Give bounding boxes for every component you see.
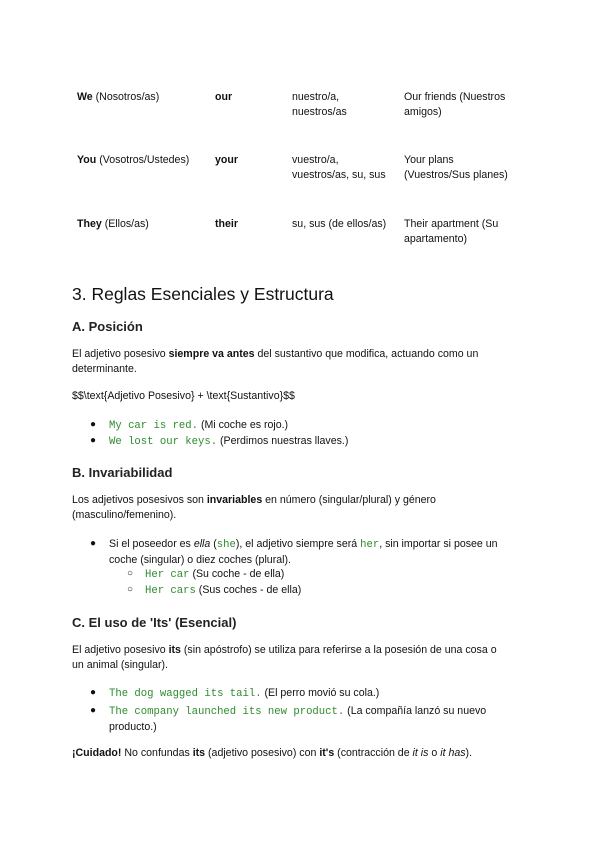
example: Our friends (Nuestros xyxy=(404,91,506,103)
spanish-equivalent: nuestro/a, xyxy=(292,91,340,103)
warning-paragraph: ¡Cuidado! No confundas its (adjetivo posesivo) con it's (contracción de it is o it has). xyxy=(72,747,473,759)
example-cont: (Vuestros/Sus planes) xyxy=(404,168,508,181)
list-item: The company launched its new product. (La compañía lanzó su nuevo producto.) xyxy=(109,705,487,733)
example-cont: apartamento) xyxy=(404,232,468,245)
subsection-title-b: B. Invariabilidad xyxy=(72,465,173,480)
pronoun: They xyxy=(77,218,102,230)
bullet-icon: ● xyxy=(90,538,97,549)
possessive-adjective: their xyxy=(215,218,238,230)
subsection-title-c: C. El uso de 'Its' (Esencial) xyxy=(72,615,237,630)
bullet-icon: ● xyxy=(90,705,97,716)
pronoun-translation: (Vosotros/Ustedes) xyxy=(99,154,190,166)
spanish-equivalent: vuestro/a, xyxy=(292,154,339,166)
possessive-adjective: your xyxy=(215,154,238,166)
subsection-title-a: A. Posición xyxy=(72,319,143,334)
spanish-equivalent-cont: vuestros/as, su, sus xyxy=(292,168,386,181)
list-item: We lost our keys. (Perdimos nuestras llaves.) xyxy=(109,435,349,448)
possessive-adjective: our xyxy=(215,91,233,103)
list-item: Si el poseedor es ella (she), el adjetivo siempre será her, sin importar si posee un coche (singular) o diez coches (plural). xyxy=(109,538,498,566)
bullet-icon: ● xyxy=(90,435,97,446)
paragraph-its: El adjetivo posesivo its (sin apóstrofo) se utiliza para referirse a la posesión de una cosa o un animal (singular). xyxy=(72,644,497,671)
example: Their apartment (Su xyxy=(404,218,499,230)
pronoun-translation: (Nosotros/as) xyxy=(95,91,160,103)
paragraph-invariability: Los adjetivos posesivos son invariables en número (singular/plural) y género (masculino/femenino). xyxy=(72,494,436,521)
formula: $$\text{Adjetivo Posesivo} + \text{Sustantivo}$$ xyxy=(72,390,295,402)
example-cont: amigos) xyxy=(404,105,442,118)
list-item: Her car (Su coche - de ella) xyxy=(145,568,285,581)
pronoun: We xyxy=(77,91,93,103)
spanish-equivalent-cont: nuestros/as xyxy=(292,105,347,118)
list-item: My car is red. (Mi coche es rojo.) xyxy=(109,419,289,432)
list-item: The dog wagged its tail. (El perro movió su cola.) xyxy=(109,687,380,700)
circle-bullet-icon: ○ xyxy=(127,584,134,595)
bullet-icon: ● xyxy=(90,419,97,430)
spanish-equivalent: su, sus (de ellos/as) xyxy=(292,218,387,230)
circle-bullet-icon: ○ xyxy=(127,568,134,579)
list-item: Her cars (Sus coches - de ella) xyxy=(145,584,302,597)
paragraph-position: El adjetivo posesivo siempre va antes del sustantivo que modifica, actuando como un determinante. xyxy=(72,348,479,375)
example: Your plans xyxy=(404,154,454,166)
section-title: 3. Reglas Esenciales y Estructura xyxy=(72,284,334,304)
pronoun: You xyxy=(77,154,97,166)
bullet-icon: ● xyxy=(90,687,97,698)
pronoun-translation: (Ellos/as) xyxy=(104,218,149,230)
